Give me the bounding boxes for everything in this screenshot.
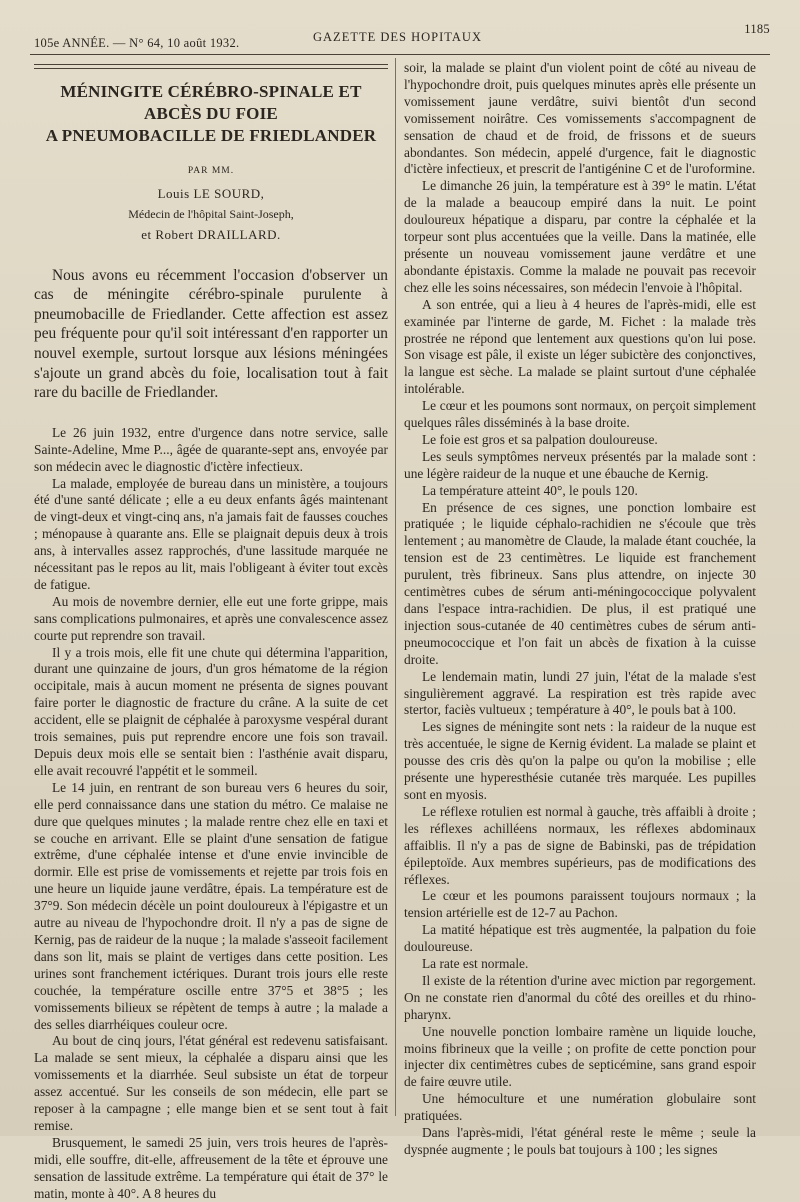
paragraph: Le réflexe rotulien est normal à gauche, très affaibli à droite ; les réflexes achilléens normaux, les réflexes abdominaux affaiblis. Il n'y a pas de signe de Babinski, pas de trépidation épileptoïde. Aux membres supérieurs, pas de modifications des réflexes. [404, 803, 756, 887]
paragraph: soir, la malade se plaint d'un violent point de côté au niveau de l'hypochondre droit, puis quelques minutes après elle présente un vomissement jaune verdâtre, suivi bientôt d'un second vomissement noirâtre. Ces vomissements s'accompagnent de sensation de chaud et de froid, de frissons et de sueurs abondantes. Son médecin, appelé d'urgence, fait le diagnostic d'ictère infectieux, et prescrit de l'antigénine C et de l'uroformine. [404, 60, 756, 177]
paragraph: Au bout de cinq jours, l'état général est redevenu satisfaisant. La malade se sent mieux, la céphalée a disparu ainsi que les vomissements et la diarrhée. Seul subsiste un état de torpeur assez accentué. Sur les conseils de son médecin, elle part se reposer à la campagne ; elle mange bien et se sent tout à fait remise. [34, 1033, 388, 1133]
paragraph: La rate est normale. [422, 956, 529, 972]
paragraph: La matité hépatique est très augmentée, la palpation du foie douloureuse. [404, 922, 756, 955]
paragraph: Les seuls symptômes nerveux présentés par la malade sont : une légère raideur de la nuque et une ébauche de Kernig. [404, 448, 756, 481]
article-title [34, 81, 388, 147]
paragraph: Le cœur et les poumons sont normaux, on perçoit simplement quelques râles disséminés à la base droite. [404, 398, 756, 431]
left-column [34, 64, 388, 1202]
header-rule [30, 54, 770, 55]
column-divider [395, 58, 396, 1116]
paragraph: Une hémoculture et une numération globulaire sont pratiquées. [404, 1091, 756, 1124]
byline: PAR MM. [187, 166, 235, 176]
paragraph: Il existe de la rétention d'urine avec miction par regorgement. On ne constate rien d'anormal du côté des oreilles et du rhino-pharynx. [404, 972, 756, 1022]
author-affiliation: Médecin de l'hôpital Saint-Joseph, [128, 206, 294, 221]
paragraph: La température atteint 40°, le pouls 120. [422, 482, 638, 498]
right-column [404, 60, 756, 1159]
paragraph: Le dimanche 26 juin, la température est à 39° le matin. L'état de la malade a beaucoup empiré dans la nuit. Le point douloureux hépatique a disparu, par contre la céphalée et la torpeur sont plus accentuées que la veille. Dans la matinée, elle présente un nouveau vomissement jaune verdâtre et une abondante épistaxis. Comme la malade ne pouvait pas recevoir chez elle les soins nécessaires, son médecin l'envoie à l'hôpital. [404, 178, 756, 295]
title-double-rule [34, 64, 388, 69]
paragraph: Les signes de méningite sont nets : la raideur de la nuque est très accentuée, le signe de Kernig évident. La malade se plaint et pousse des cris dès qu'on la palpe ou qu'on la mobilise ; elle présente une hyperesthésie cutanée très marquée. Les pupilles sont en myosis. [404, 719, 756, 802]
page-number: 1185 [744, 22, 770, 36]
paragraph: Le foie est gros et sa palpation douloureuse. [422, 431, 658, 447]
article-intro: Nous avons eu récemment l'occasion d'observer un cas de méningite cérébro-spinale purulente à pneumobacille de Friedlander. Cette affection est assez peu fréquente pour qu'il soit intéressant d'en rapporter un nouvel exemple, surtout lorsque aux lésions méningées s'ajoute un grand abcès du foie, localisation tout à fait rare du bacille de Friedlander. [34, 266, 388, 402]
paragraph: En présence de ces signes, une ponction lombaire est pratiquée ; le liquide céphalo-rachidien ne s'écoule que très lentement ; au manomètre de Claude, la malade étant couchée, la tension est de 23 centimètres. Le liquide est franchement purulent, très fibrineux. Sans plus attendre, on injecte 30 centimètres cubes de sérum anti-méningococcique polyvalent dans l'espace intra-rachidien. De plus, il est pratiqué une injection sous-cutanée de 40 centimètres cubes de sérum anti-pneumococcique et l'on fait un abcès de fixation à la cuisse droite. [404, 499, 756, 667]
title-line-2: A PNEUMOBACILLE DE FRIEDLANDER [45, 126, 377, 145]
title-line-1: MÉNINGITE CÉRÉBRO-SPINALE ET ABCÈS DU FOIE [60, 82, 362, 123]
issue-info: 105e ANNÉE. — N° 64, 10 août 1932. [34, 36, 240, 50]
paragraph: La malade, employée de bureau dans un ministère, a toujours été d'une santé délicate ; elle a eu deux enfants âgés maintenant de vingt-deux et vingt-cinq ans, n'a jamais fait de fausses couches ; ménopause à quarante ans. Elle se plaignait depuis deux à trois ans, à intervalles assez rapprochés, d'une lassitude marquée ne nécessitant pas le repos au lit, mais l'obligeant à éviter tout excès de fatigue. [34, 475, 388, 592]
paragraph: Le cœur et les poumons paraissent toujours normaux ; la tension artérielle est de 12-7 au Pachon. [404, 888, 756, 921]
paragraph: Il y a trois mois, elle fit une chute qui détermina l'apparition, durant une quinzaine de jours, d'un gros hématome de la région occipitale, mais à aucun moment ne présenta de signes pouvant faire porter le diagnostic de fracture du crâne. A la suite de cet accident, elle se plaignit de céphalée à paroxysme vespéral durant trois semaines, puis put reprendre encore une fois son travail. Depuis deux mois elle se sentait bien : l'asthénie avait disparu, elle avait recouvré l'appétit et le sommeil. [34, 644, 388, 778]
author-2: et Robert DRAILLARD. [141, 226, 281, 242]
paragraph: Le 26 juin 1932, entre d'urgence dans notre service, salle Sainte-Adeline, Mme P..., âgée de quarante-sept ans, envoyée par son médecin avec le diagnostic d'ictère infectieux. [34, 424, 388, 474]
author-1: Louis LE SOURD, [157, 185, 265, 201]
paragraph: Au mois de novembre dernier, elle eut une forte grippe, mais sans complications pulmonaires, et après une convalescence assez courte put reprendre son travail. [34, 593, 388, 643]
paragraph: Le lendemain matin, lundi 27 juin, l'état de la malade s'est singulièrement aggravé. La respiration est très rapide avec stertor, faciès vultueux ; température à 40°, le pouls bat à 100. [404, 668, 756, 718]
journal-title: GAZETTE DES HOPITAUX [313, 30, 482, 44]
left-body [34, 425, 388, 1202]
paragraph: Brusquement, le samedi 25 juin, vers trois heures de l'après-midi, elle souffre, dit-elle, affreusement de la tête et éprouve une sensation de lassitude extrême. La température qui était de 37° le matin, monte à 40°. A 8 heures du [34, 1134, 388, 1201]
paragraph: Une nouvelle ponction lombaire ramène un liquide louche, moins fibrineux que la veille ; on profite de cette ponction pour injecter dix centimètres cubes de septicémine, sans grand espoir de faire œuvre utile. [404, 1023, 756, 1090]
paragraph: A son entrée, qui a lieu à 4 heures de l'après-midi, elle est examinée par l'interne de garde, M. Fichet : la malade très prostrée ne répond que lentement aux questions qu'on lui pose. Son visage est pâle, il existe un léger subictère des conjonctives, la langue est sèche. La malade se plaint surtout d'une céphalée intolérable. [404, 296, 756, 397]
paragraph: Le 14 juin, en rentrant de son bureau vers 6 heures du soir, elle perd connaissance dans une station du métro. Ce malaise ne dure que quelques minutes ; la malade rentre chez elle en taxi et se couche en arrivant. Elle se plaint d'une sensation de fatigue extrême, d'une céphalée intense et d'une envie invincible de dormir. Elle est prise de vomissements et rejette par trois fois en une heure un liquide jaune verdâtre, épais. La température est de 37°9. Son médecin décèle un point douloureux à l'épigastre et un autre au niveau de l'hypochondre droit. Il n'y a pas de signe de Kernig, pas de raideur de la nuque ; la malade s'asseoit facilement dans son lit, mais se plaint de vertiges dans cette position. Les urines sont franchement ictériques. Durant trois jours elle reste couchée, la température oscille entre 37°5 et 38°5 ; les vomissements bilieux se répètent de temps à autre ; la malade a des selles diarrhéiques couleur ocre. [34, 779, 388, 1032]
running-header [30, 22, 770, 52]
paragraph: Dans l'après-midi, l'état général reste le même ; seule la dyspnée augmente ; le pouls bat toujours à 100 ; les signes [404, 1125, 756, 1157]
